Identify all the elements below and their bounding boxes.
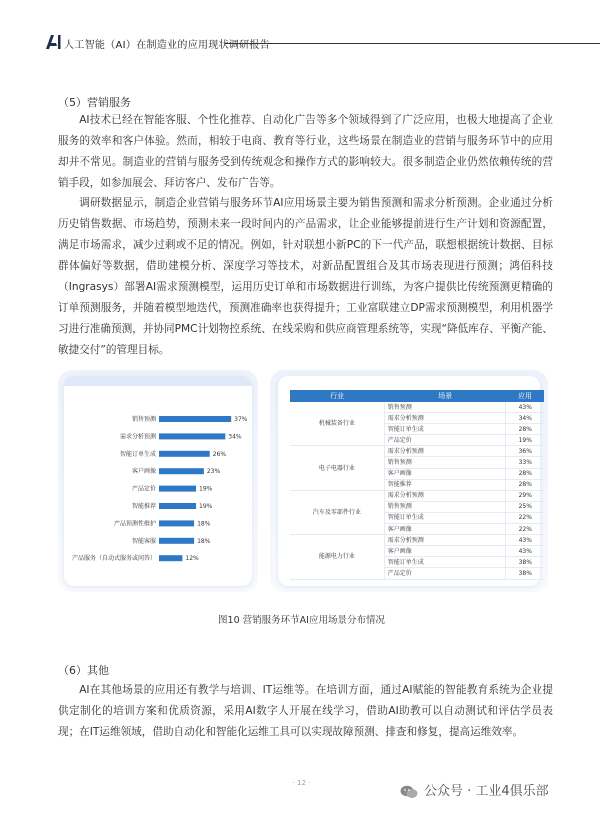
value-cell: 38%	[506, 568, 544, 579]
value-cell: 28%	[506, 424, 544, 435]
scene-cell: 智能订单生成	[384, 512, 506, 523]
section-6-paragraph-1: AI在其他场景的应用还有教学与培训、IT运维等。在培训方面，通过AI赋能的智能教育系统为企业提供定制化的培训方案和优质资源，采用AI数字人开展在线学习，借助AI助教可以自动测试和评估学员表现；在IT运维领域，借助自动化和智能化运维工具可以实现故障预测、排查和修复，提高运维效率。	[58, 684, 553, 738]
bar-category-label: 产品服务（自动式服务或问答）	[71, 555, 156, 563]
bar	[159, 468, 204, 474]
section-5-title: （5）营销服务	[58, 96, 131, 109]
table-header-row	[290, 390, 544, 402]
scene-cell: 产品定价	[384, 435, 506, 446]
bar-category-label: 智能推荐	[131, 503, 156, 510]
scene-cell: 需求分析预测	[384, 413, 506, 424]
bar	[159, 503, 196, 509]
bar	[159, 486, 196, 492]
scene-cell: 智能订单生成	[384, 424, 506, 435]
bar-chart-card	[64, 376, 252, 586]
bar-value-label: 34%	[228, 433, 242, 441]
bar	[159, 433, 225, 439]
industry-scene-table	[290, 390, 544, 580]
bar	[159, 416, 231, 422]
value-cell: 22%	[506, 512, 544, 523]
industry-cell: 能源电力行业	[290, 535, 384, 579]
section-6-title: （6）其他	[58, 664, 109, 677]
value-cell: 33%	[506, 457, 544, 468]
watermark-text: 公众号 · 工业4俱乐部	[424, 784, 549, 799]
bar-value-label: 19%	[199, 485, 213, 493]
bar	[159, 451, 210, 457]
scene-cell: 客户画像	[384, 468, 506, 479]
scene-cell: 智能订单生成	[384, 557, 506, 568]
header-scene: 场景	[384, 390, 506, 402]
bar-category-label: 客户画像	[131, 468, 156, 476]
bar	[159, 555, 182, 561]
value-cell: 38%	[506, 557, 544, 568]
value-cell: 22%	[506, 524, 544, 535]
bar-category-label: 智能订单生成	[119, 450, 156, 458]
scene-cell: 需求分析预测	[384, 446, 506, 457]
value-cell: 19%	[506, 435, 544, 446]
value-cell: 43%	[506, 546, 544, 557]
table-row	[290, 446, 544, 457]
scene-cell: 客户画像	[384, 546, 506, 557]
bar-category-label: 产品定价	[131, 485, 156, 493]
value-cell: 28%	[506, 479, 544, 490]
value-cell: 43%	[506, 402, 544, 413]
scene-cell: 需求分析预测	[384, 535, 506, 546]
wechat-icon	[400, 785, 418, 799]
table-panel	[270, 370, 548, 592]
bar-chart	[64, 376, 252, 586]
bar-category-label: 销售预测	[131, 416, 156, 423]
value-cell: 43%	[506, 535, 544, 546]
scene-cell: 需求分析预测	[384, 490, 506, 501]
watermark	[400, 780, 549, 799]
industry-cell: 汽车及零部件行业	[290, 490, 384, 534]
bar-category-label: 需求分析预测	[119, 433, 156, 441]
table-row	[290, 490, 544, 501]
value-cell: 34%	[506, 413, 544, 424]
value-cell: 36%	[506, 446, 544, 457]
bar-value-label: 37%	[234, 416, 248, 423]
table-card	[278, 376, 540, 586]
scene-cell: 智能推荐	[384, 479, 506, 490]
value-cell: 25%	[506, 501, 544, 512]
scene-cell: 销售预测	[384, 457, 506, 468]
bar-value-label: 18%	[197, 537, 211, 545]
table-row	[290, 535, 544, 546]
page-header	[45, 34, 565, 54]
scene-cell: 销售预测	[384, 501, 506, 512]
figure-10	[58, 370, 548, 592]
scene-cell: 客户画像	[384, 524, 506, 535]
bar	[159, 520, 194, 526]
page-number: · 12 ·	[292, 779, 311, 787]
value-cell: 28%	[506, 468, 544, 479]
header-divider	[225, 43, 600, 44]
industry-cell: 电子电器行业	[290, 446, 384, 490]
section-5-paragraph-1: AI技术已经在智能客服、个性化推荐、自动化广告等多个领域得到了广泛应用，也极大地提高了企业服务的效率和客户体验。然而，相较于电商、教育等行业，这些场景在制造业的营销与服务环节中的应用却并不常见。制造业的营销与服务受到传统观念和操作方式的影响较大。很多制造企业仍然依赖传统的营销手段，如参加展会、拜访客户、发布广告等。	[58, 114, 553, 189]
bar	[159, 538, 194, 544]
scene-cell: 销售预测	[384, 402, 506, 413]
bar-value-label: 23%	[206, 468, 221, 476]
report-logo-icon	[45, 34, 61, 50]
header-industry: 行业	[290, 390, 384, 402]
bar-chart-panel	[58, 370, 258, 592]
bar-value-label: 19%	[199, 503, 213, 510]
table-row	[290, 402, 544, 413]
bar-value-label: 12%	[185, 555, 199, 563]
bar-category-label: 智能客服	[131, 537, 156, 545]
header-title: 人工智能（AI）在制造业的应用现状调研报告	[64, 40, 271, 51]
header-application: 应用	[506, 390, 544, 402]
bar-value-label: 18%	[197, 520, 211, 528]
bar-category-label: 产品预测性维护	[113, 520, 156, 528]
section-5-paragraph-2: 调研数据显示，制造企业营销与服务环节AI应用场景主要为销售预测和需求分析预测。企业通过分析历史销售数据、市场趋势，预测未来一段时间内的产品需求，让企业能够提前进行生产计划和资源配置，满足市场需求，减少过剩或不足的情况。例如，针对联想小新PC的下一代产品，联想根据统计数据、目标群体偏好等数据，借助建模分析、深度学习等技术，对新品配置组合及其市场表现进行预测；鸿佰科技（Ingrasys）部署AI需求预测模型，运用历史订单和市场数据进行训练，为客户提供比传统预测更精确的订单预测服务，并随着模型地迭代，预测准确率也获得提升；工业富联建立DP需求预测模型，利用机器学习进行准确预测，并协同PMC计划物控系统、在线采购和供应商管理系统等，实现“降低库存、平衡产能、敏捷交付”的管理目标。	[58, 197, 553, 356]
scene-cell: 产品定价	[384, 568, 506, 579]
bar-value-label: 26%	[212, 450, 227, 458]
figure-caption: 图10 营销服务环节AI应用场景分布情况	[218, 615, 385, 626]
industry-cell: 机械装备行业	[290, 402, 384, 446]
value-cell: 29%	[506, 490, 544, 501]
